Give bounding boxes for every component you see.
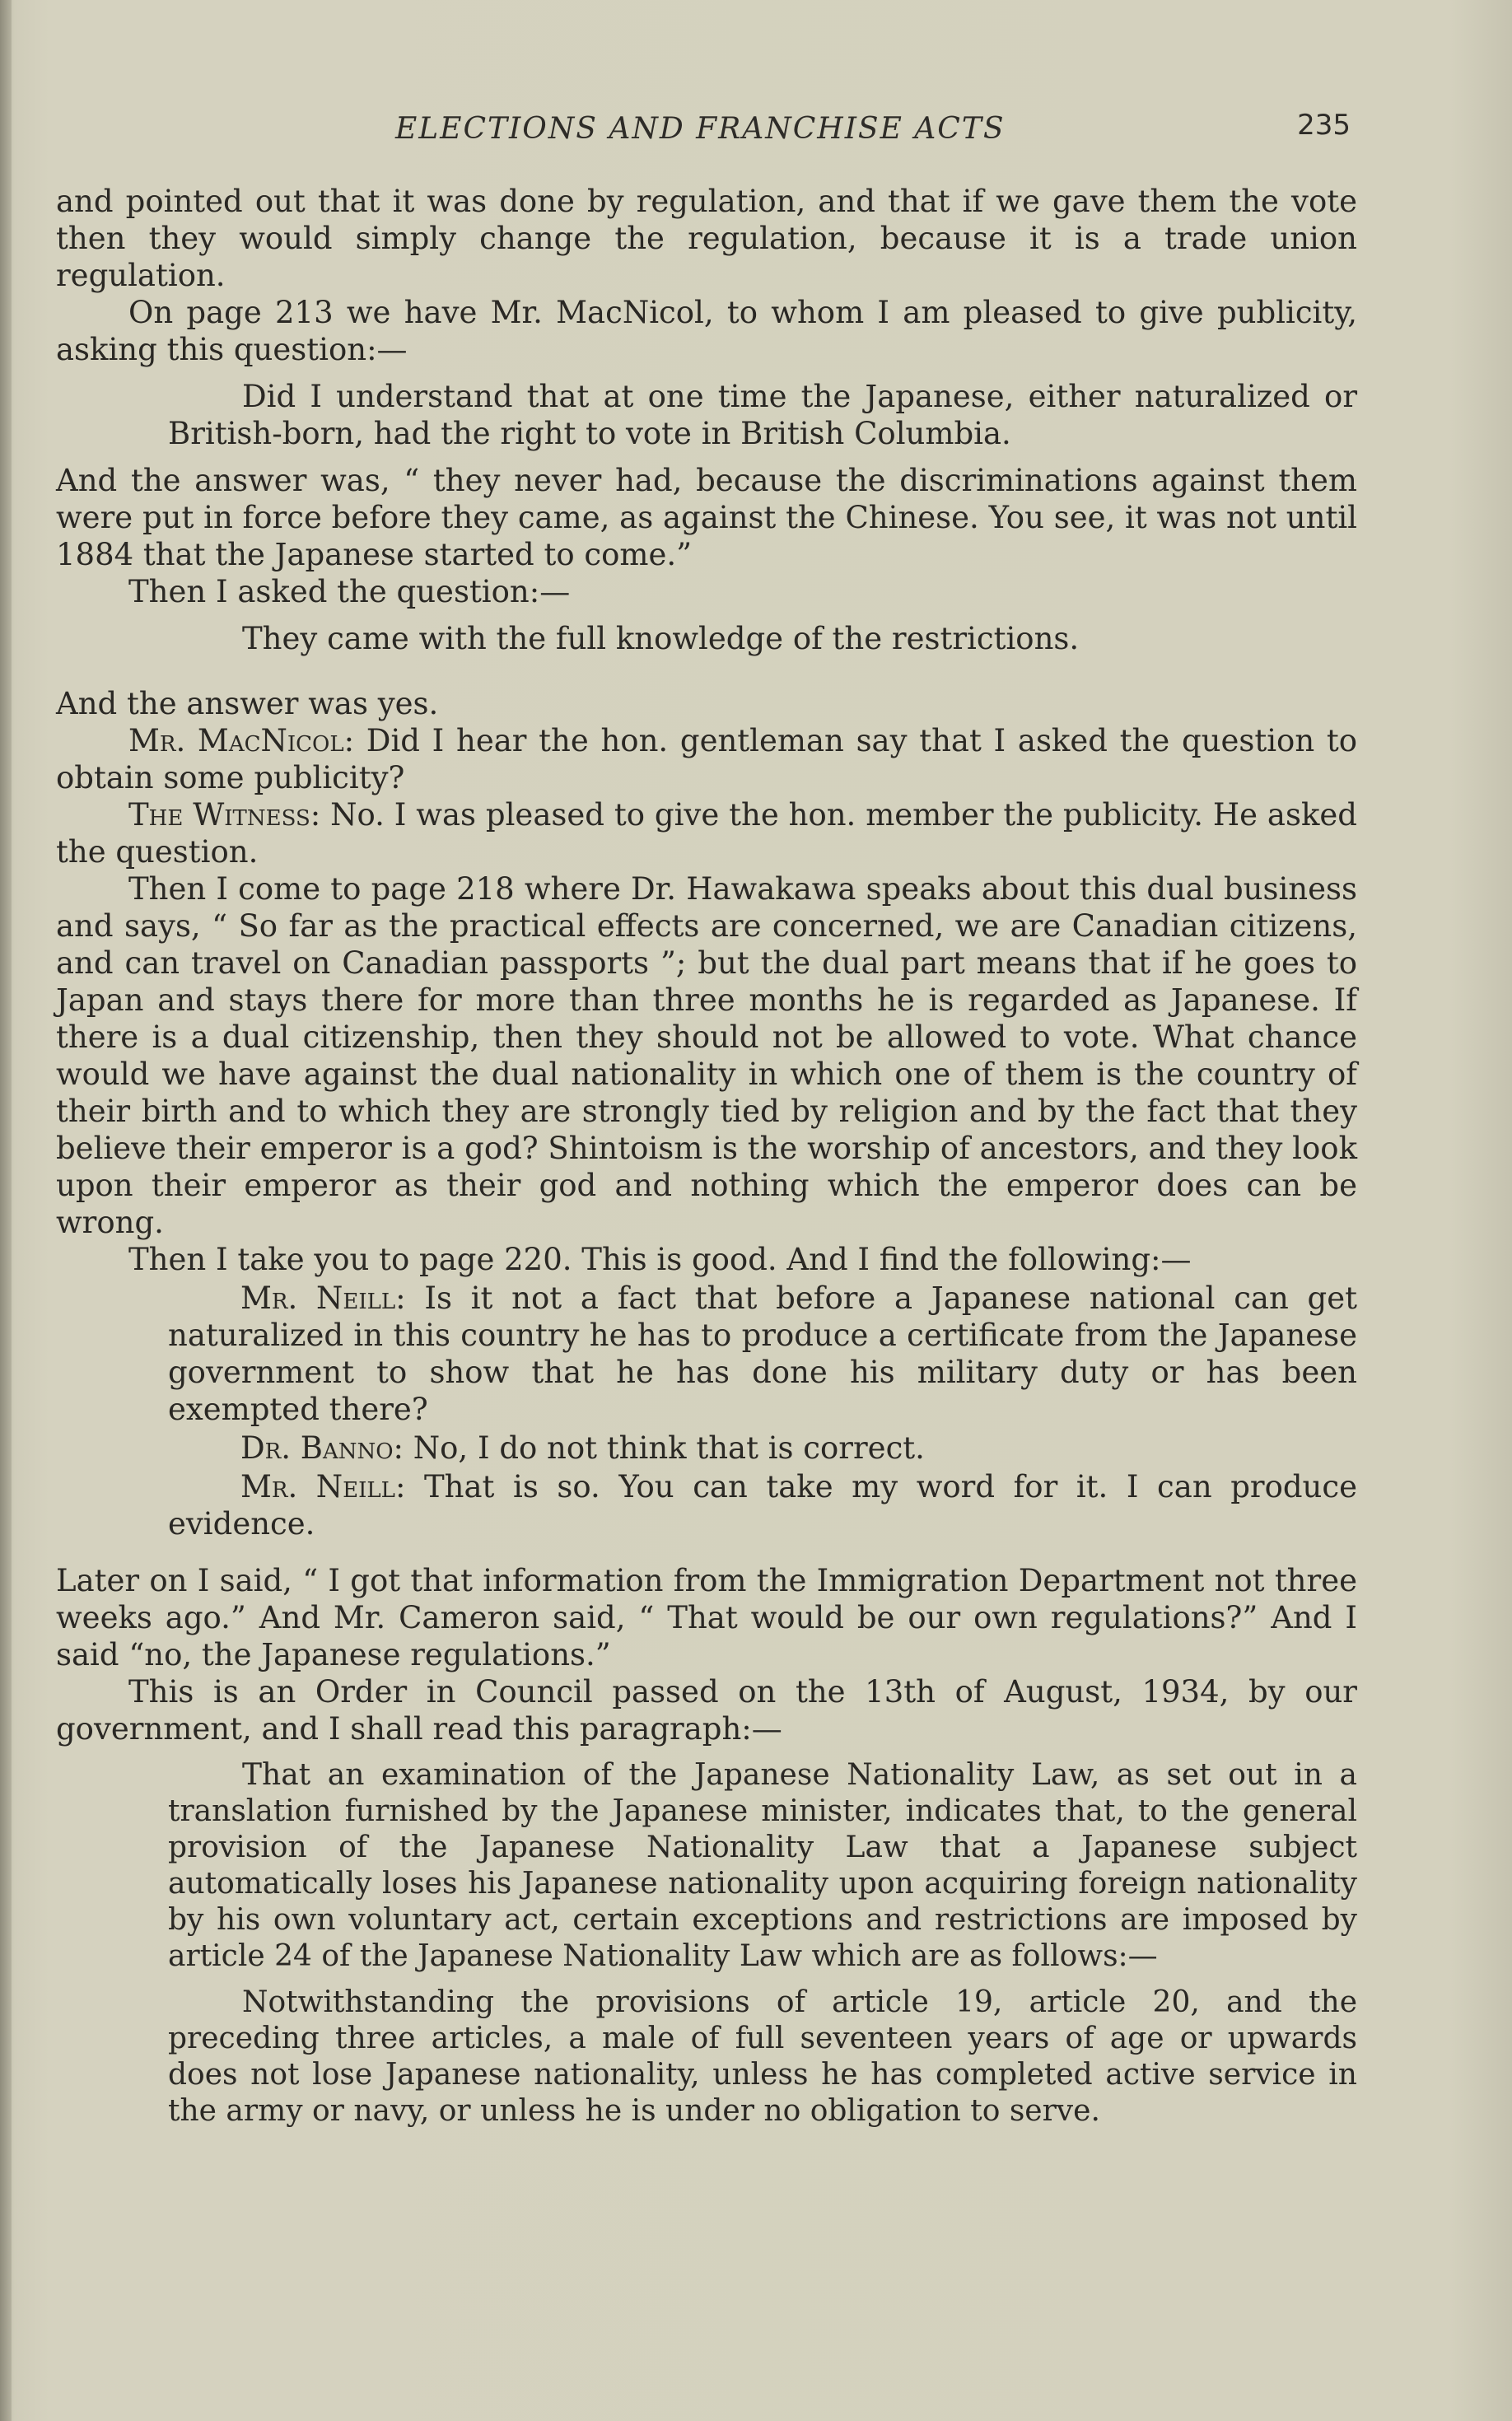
page-body (56, 183, 1357, 2129)
speaker-name: Mr. MacNicol: (128, 723, 355, 758)
paragraph: And the answer was, “ they never had, because the discriminations against them were put in force before they came, as against the Chinese. You see, it was not until 1884 that the Japanese started to come.” (56, 463, 1357, 572)
paragraph: On page 213 we have Mr. MacNicol, to whom I am pleased to give publicity, asking this question:— (56, 295, 1357, 367)
paragraph: and pointed out that it was done by regulation, and that if we gave them the vote then they would simply change the regulation, because it is a trade union regulation. (56, 184, 1357, 293)
speech-paragraph (56, 722, 1357, 796)
page-number: 235 (1297, 109, 1351, 142)
speech-text: No. I was pleased to give the hon. member the publicity. He asked the question. (56, 797, 1357, 870)
speech-text: No, I do not think that is correct. (404, 1430, 925, 1466)
paragraph: Then I come to page 218 where Dr. Hawakawa speaks about this dual business and says, “ So far as the practical effects are concerned, we are Canadian citizens, and can travel on Canadian passports ”; but the dual part means that if he goes to Japan and stays there for more than three months he is regarded as Japanese. If there is a dual citizenship, then they should not be allowed to vote. What chance would we have against the dual nationality in which one of them is the country of their birth and to which they are strongly tied by religion and by the fact that they believe their emperor is a god? Shintoism is the worship of ancestors, and they look upon their emperor as their god and nothing which the emperor does can be wrong. (56, 871, 1357, 1240)
block-quote: That an examination of the Japanese Nationality Law, as set out in a translation furnished by the Japanese minister, indicates that, to the general provision of the Japanese Nationality Law that a Japanese subject automatically loses his Japanese nationality upon acquiring foreign nationality by his own voluntary act, certain exceptions and restrictions are imposed by article 24 of the Japanese Nationality Law which are as follows:— (168, 1758, 1357, 1973)
block-quote: They came with the full knowledge of the restrictions. (242, 621, 1080, 656)
speech-paragraph (56, 796, 1357, 870)
paragraph: Then I asked the question:— (128, 574, 571, 609)
quoted-speech (168, 1280, 1357, 1428)
page-spine-shadow (0, 0, 12, 2421)
spacer (56, 667, 1357, 685)
paragraph: This is an Order in Council passed on the 13th of August, 1934, by our government, and I shall read this paragraph:— (56, 1674, 1357, 1747)
speaker-name: Dr. Banno: (240, 1430, 404, 1466)
speech-text: Did I hear the hon. gentleman say that I asked the question to obtain some publicity? (56, 723, 1357, 795)
speech-text: That is so. You can take my word for it. I can produce evidence. (168, 1469, 1358, 1542)
paragraph: Then I take you to page 220. This is good. And I find the following:— (128, 1242, 1192, 1277)
quoted-speech (168, 1430, 1357, 1467)
page-header (395, 109, 1351, 153)
speaker-name: Mr. Neill: (240, 1280, 406, 1316)
spacer (56, 1544, 1357, 1562)
paragraph: And the answer was yes. (56, 686, 439, 721)
nested-quote: Notwithstanding the provisions of article 19, article 20, and the preceding three articles, a male of full seventeen years of age or upwards does not lose Japanese nationality, unless he has completed active service in the army or navy, or unless he is under no obligation to serve. (168, 1985, 1357, 2128)
block-quote: Did I understand that at one time the Japanese, either naturalized or British-born, had the right to vote in British Columbia. (168, 379, 1357, 451)
quoted-speech (168, 1468, 1357, 1542)
speaker-name: The Witness: (128, 797, 321, 833)
speaker-name: Mr. Neill: (240, 1469, 406, 1504)
running-title: ELECTIONS AND FRANCHISE ACTS (395, 112, 1006, 146)
speech-text: Is it not a fact that before a Japanese national can get naturalized in this country he has to produce a certificate from the Japanese government to show that he has done his military duty or has been exempted there? (168, 1280, 1357, 1427)
paragraph: Later on I said, “ I got that information from the Immigration Department not three weeks ago.” And Mr. Cameron said, “ That would be our own regulations?” And I said “no, the Japanese regulations.” (56, 1563, 1357, 1672)
